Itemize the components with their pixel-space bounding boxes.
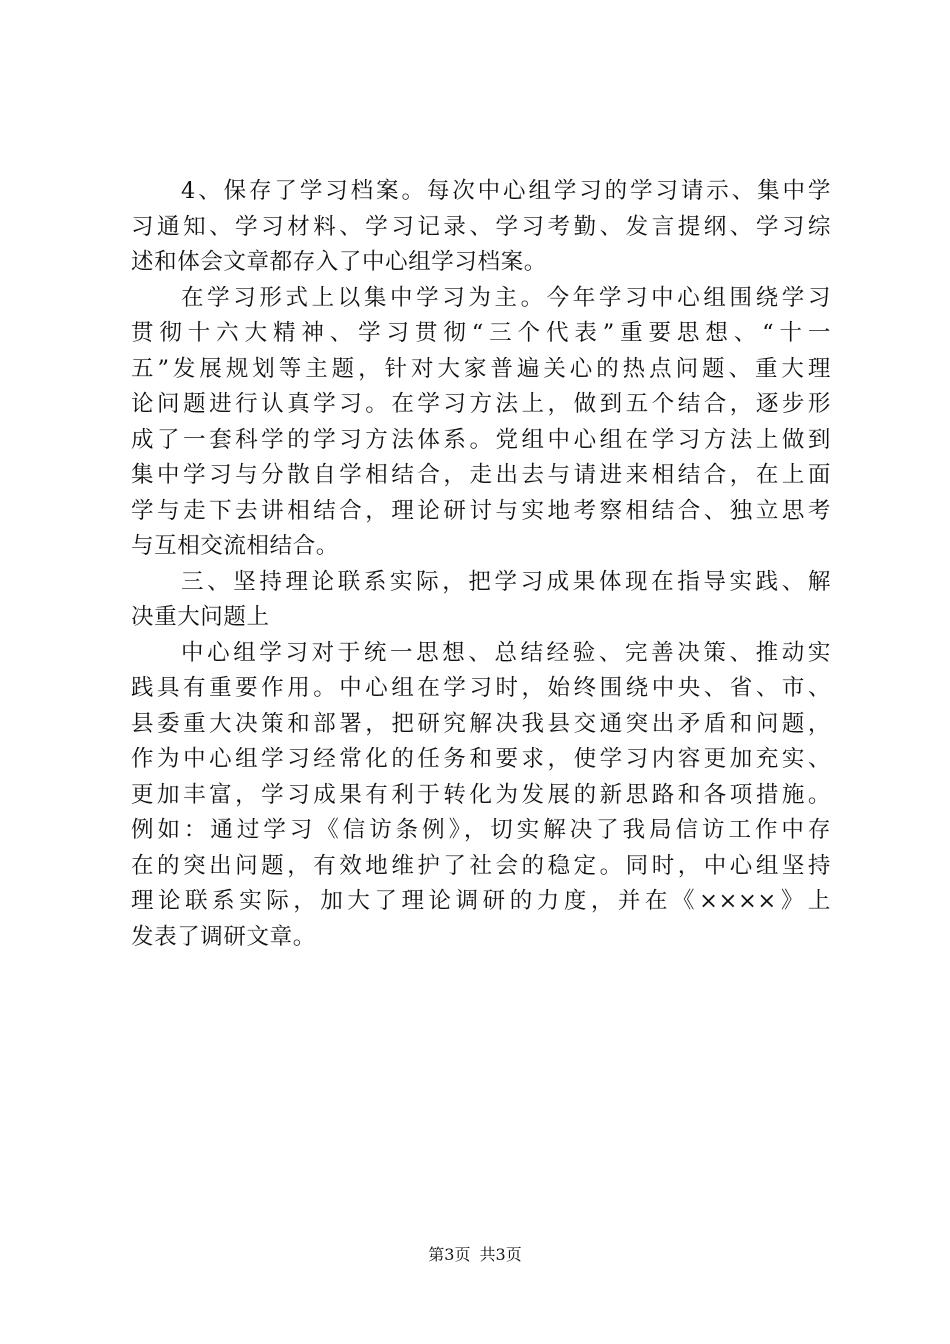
paragraph-saved-archives <box>131 174 831 281</box>
text-line: 五”发展规划等主题，针对大家普遍关心的热点问题、重大理 <box>131 355 831 382</box>
document-body <box>131 174 831 955</box>
text-line: 更加丰富，学习成果有利于转化为发展的新思路和各项措施。 <box>131 781 831 808</box>
text-line: 三、坚持理论联系实际，把学习成果体现在指导实践、解 <box>181 568 831 595</box>
text-line: 中心组学习对于统一思想、总结经验、完善决策、推动实 <box>181 639 831 666</box>
text-line: 贯彻十六大精神、学习贯彻“三个代表”重要思想、“十一 <box>131 320 831 346</box>
text-line: 论问题进行认真学习。在学习方法上，做到五个结合，逐步形 <box>131 391 831 417</box>
text-line: 4、保存了学习档案。每次中心组学习的学习请示、集中学 <box>181 178 831 204</box>
text-line: 述和体会文章都存入了中心组学习档案。 <box>131 249 547 275</box>
page-footer <box>0 1245 950 1265</box>
page-number: 第3页 <box>428 1245 471 1264</box>
paragraph-study-format <box>131 281 831 565</box>
text-line: 县委重大决策和部署，把研究解决我县交通突出矛盾和问题， <box>131 710 831 737</box>
text-line: 学与走下去讲相结合，理论研讨与实地考察相结合、独立思考 <box>131 497 831 524</box>
text-line: 与互相交流相结合。 <box>131 533 339 559</box>
text-line: 习通知、学习材料、学习记录、学习考勤、发言提纲、学习综 <box>131 213 831 240</box>
text-line: 在的突出问题，有效地维护了社会的稳定。同时，中心组坚持 <box>131 852 831 879</box>
text-line: 集中学习与分散自学相结合，走出去与请进来相结合，在上面 <box>131 462 831 488</box>
section-heading-three <box>131 565 831 636</box>
text-line: 作为中心组学习经常化的任务和要求，使学习内容更加充实、 <box>131 746 831 772</box>
text-line: 成了一套科学的学习方法体系。党组中心组在学习方法上做到 <box>131 426 831 453</box>
text-line: 理论联系实际，加大了理论调研的力度，并在《××××》上 <box>131 888 831 914</box>
paragraph-theory-practice <box>131 636 831 956</box>
text-line: 在学习形式上以集中学习为主。今年学习中心组围绕学习 <box>181 284 831 311</box>
text-line: 发表了调研文章。 <box>131 923 316 950</box>
text-line: 例如：通过学习《信访条例》，切实解决了我局信访工作中存 <box>131 817 831 843</box>
text-line: 践具有重要作用。中心组在学习时，始终围绕中央、省、市、 <box>131 675 831 701</box>
page-total: 共3页 <box>479 1245 522 1264</box>
text-line: 决重大问题上 <box>131 604 270 630</box>
